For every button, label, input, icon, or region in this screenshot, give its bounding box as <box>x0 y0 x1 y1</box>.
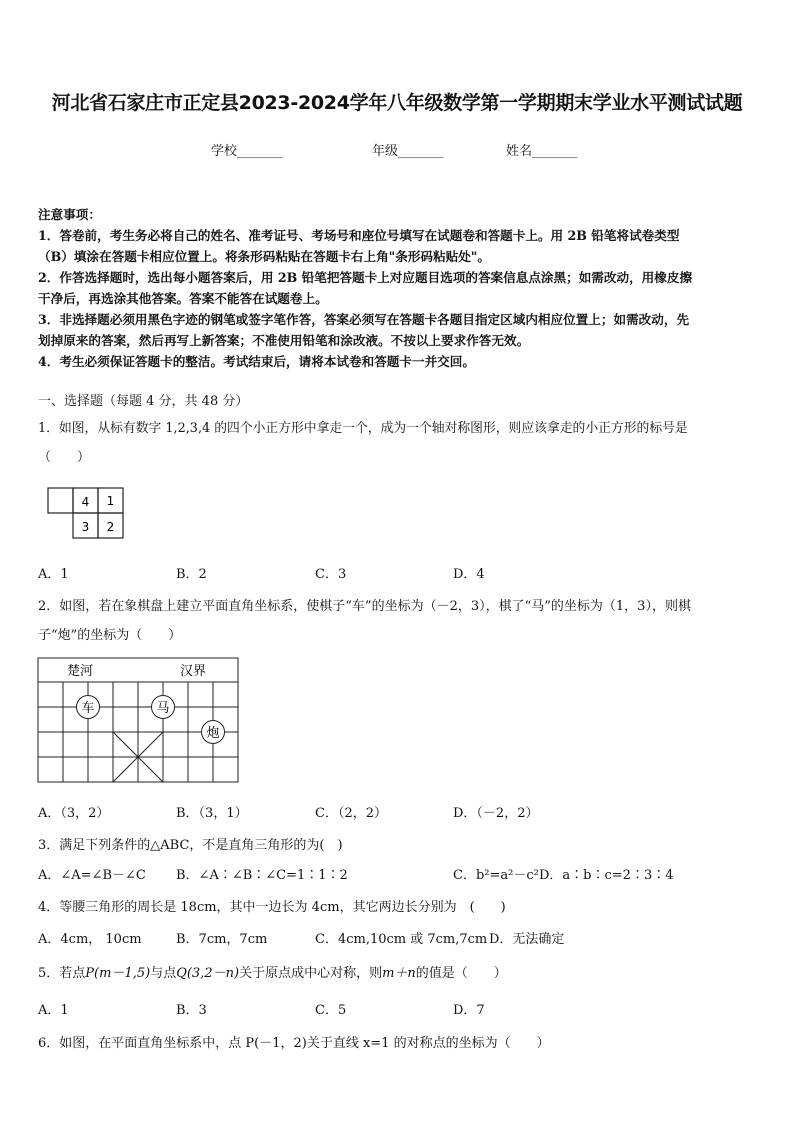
question-1-figure <box>46 484 126 542</box>
option-d: D．7 <box>453 1003 485 1018</box>
question-5-prefix: 5．若点 <box>38 966 86 981</box>
option-b: B．3 <box>176 1003 207 1018</box>
question-4-text: 4．等腰三角形的周长是 18cm，其中一边长为 4cm，其它两边长分别为 ( ) <box>38 900 506 915</box>
blank-square <box>48 488 73 513</box>
option-c: C．（2，2） <box>315 806 387 821</box>
square-label: 3 <box>81 520 90 534</box>
river-label-chuhe: 楚河 <box>66 664 94 679</box>
option-a: A．∠A=∠B－∠C <box>38 868 146 883</box>
square-label: 4 <box>81 495 90 509</box>
option-c: C．5 <box>315 1003 347 1018</box>
piece-ma-label: 马 <box>156 701 170 716</box>
option-b: B．2 <box>176 567 207 582</box>
question-1-text: 1．如图，从标有数字 1,2,3,4 的四个小正方形中拿走一个，成为一个轴对称图形，则应该拿走的小正方形的标号是 <box>38 421 688 436</box>
page-title: 河北省石家庄市正定县2023-2024学年八年级数学第一学期期末学业水平测试试题 <box>51 92 743 114</box>
question-5-suffix: 关于原点成中心对称，则 <box>239 966 383 981</box>
section-heading: 一、选择题（每题 4 分，共 48 分） <box>38 394 249 409</box>
grade-field: 年级_______ <box>372 144 444 159</box>
option-d: D．4 <box>453 567 485 582</box>
notice-line: 2．作答选择题时，选出每小题答案后，用 2B 铅笔把答题卡上对应题目选项的答案信息点涂黑；如需改动，用橡皮擦 <box>38 270 693 285</box>
option-b: B．7cm，7cm <box>176 932 268 947</box>
option-d: D．a∶b∶c=2∶3∶4 <box>539 868 674 883</box>
option-c: C．3 <box>315 567 347 582</box>
piece-ju <box>77 696 100 719</box>
square-label: 1 <box>106 494 115 508</box>
question-5-suffix: 的值是（ ） <box>415 966 507 981</box>
school-field: 学校_______ <box>211 144 283 159</box>
question-3-text: 3．满足下列条件的△ABC，不是直角三角形的为( ) <box>38 838 343 853</box>
point-p-expression: P(m－1,5) <box>85 966 151 981</box>
square-label: 2 <box>106 520 115 534</box>
option-c: C．b²=a²－c² <box>453 868 539 883</box>
piece-pao-label: 炮 <box>206 726 220 741</box>
question-6-text: 6．如图，在平面直角坐标系中，点 P(－1，2)关于直线 x=1 的对称点的坐标为（ ） <box>38 1036 550 1051</box>
notice-heading: 注意事项： <box>38 207 101 222</box>
option-b: B．∠A∶∠B∶∠C=1∶1∶2 <box>176 868 348 883</box>
chessboard-figure <box>36 656 242 784</box>
question-5-text <box>38 962 507 981</box>
option-d: D．无法确定 <box>489 932 565 947</box>
point-q-expression: Q(3,2－n) <box>176 966 240 981</box>
sum-expression: m＋n <box>382 966 416 981</box>
question-2-text: 2．如图，若在象棋盘上建立平面直角坐标系，使棋子“车”的坐标为（－2，3），棋了“马”的坐标为（1，3），则棋 <box>38 599 691 614</box>
notice-line: 3．非选择题必须用黑色字迹的钢笔或签字笔作答，答案必须写在答题卡各题目指定区域内相应位置上；如需改动，先 <box>38 312 690 327</box>
notice-line: 划掉原来的答案，然后再写上新答案；不准使用铅笔和涂改液。不按以上要求作答无效。 <box>38 333 530 348</box>
option-d: D．（－2，2） <box>453 806 539 821</box>
option-a: A．4cm， 10cm <box>38 932 142 947</box>
piece-ju-label: 车 <box>81 701 95 716</box>
notice-line: 干净后，再选涂其他答案。答案不能答在试题卷上。 <box>38 291 328 306</box>
river-label-hanjie: 汉界 <box>179 664 207 679</box>
question-1-paren: （ ） <box>38 450 91 465</box>
notice-line: 1．答卷前，考生务必将自己的姓名、准考证号、考场号和座位号填写在试题卷和答题卡上。用 2B 铅笔将试卷类型 <box>38 228 680 243</box>
notice-line: 4．考生必须保证答题卡的整洁。考试结束后，请将本试卷和答题卡一并交回。 <box>38 354 475 369</box>
option-b: B．（3，1） <box>176 806 248 821</box>
name-field: 姓名_______ <box>506 144 578 159</box>
piece-pao <box>202 721 225 744</box>
question-5-mid: 与点 <box>150 966 177 981</box>
piece-ma <box>152 696 175 719</box>
option-c: C．4cm,10cm 或 7cm,7cm <box>315 932 488 947</box>
option-a: A．（3，2） <box>38 806 110 821</box>
notice-line: （B）填涂在答题卡相应位置上。将条形码粘贴在答题卡右上角"条形码粘贴处"。 <box>38 249 490 264</box>
question-2-text: 子“炮”的坐标为（ ） <box>38 628 182 643</box>
option-a: A．1 <box>38 567 69 582</box>
option-a: A．1 <box>38 1003 69 1018</box>
